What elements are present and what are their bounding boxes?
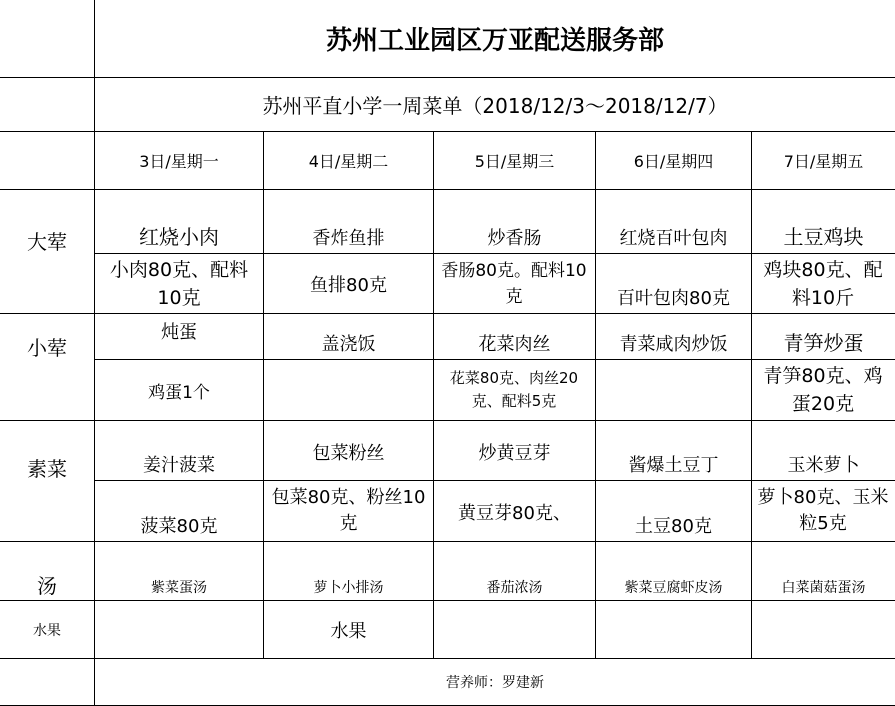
company-title: 苏州工业园区万亚配送服务部	[325, 26, 664, 56]
category-label-side-meat: 小荤	[27, 335, 67, 360]
main-dish-cell: 红烧小肉	[139, 225, 219, 249]
main-dish-cell: 土豆鸡块	[783, 225, 864, 249]
fruit-cell	[95, 601, 263, 658]
main-ingredients-cell: 百叶包肉80克	[617, 288, 730, 309]
fruit-cell	[752, 601, 895, 658]
soup-cell: 白菜菌菇蛋汤	[781, 580, 866, 596]
veg-dish-cell: 姜汁菠菜	[143, 455, 215, 476]
soup-cell: 紫菜蛋汤	[151, 580, 207, 596]
veg-ingredients-cell: 黄豆芽80克、	[458, 503, 571, 524]
main-dish-cell: 炒香肠	[487, 228, 542, 249]
main-ingredients-cell: 鱼排80克	[310, 274, 387, 296]
veg-dish-cell: 酱爆土豆丁	[628, 455, 719, 476]
fruit-cell	[596, 601, 751, 658]
nutritionist-note: 营养师：罗建新	[446, 675, 544, 691]
day-header: 6日/星期四	[633, 152, 714, 171]
fruit-cell: 水果	[330, 620, 367, 642]
category-label-soup: 汤	[37, 574, 57, 598]
veg-ingredients-cell: 菠菜80克	[140, 516, 218, 537]
main-dish-cell: 香炸鱼排	[312, 228, 385, 249]
veg-dish-cell: 玉米萝卜	[787, 455, 860, 476]
side-ingredients-cell: 鸡蛋1个	[148, 382, 210, 403]
menu-title: 苏州平直小学一周菜单（2018/12/3～2018/12/7）	[262, 94, 728, 118]
day-header: 5日/星期三	[474, 152, 555, 171]
veg-dish-cell: 炒黄豆芽	[478, 443, 551, 464]
side-ingredients-cell	[596, 360, 751, 420]
side-ingredients-cell: 青笋80克、鸡蛋20克	[763, 365, 883, 415]
main-ingredients-cell: 香肠80克。配料10克	[441, 260, 587, 307]
soup-cell: 萝卜小排汤	[313, 580, 384, 596]
fruit-cell	[434, 601, 595, 658]
side-ingredients-cell	[264, 360, 433, 420]
side-ingredients-cell: 花菜80克、肉丝20克、配料5克	[449, 369, 579, 410]
side-dish-cell: 花菜肉丝	[478, 334, 551, 355]
day-header: 3日/星期一	[139, 152, 219, 171]
soup-cell: 番茄浓汤	[486, 580, 543, 596]
soup-cell: 紫菜豆腐虾皮汤	[624, 580, 723, 596]
day-header: 4日/星期二	[308, 152, 389, 171]
category-label-main: 大荤	[27, 229, 67, 254]
category-label-veg: 素菜	[27, 456, 67, 481]
side-dish-cell: 青菜咸肉炒饭	[619, 334, 728, 355]
main-ingredients-cell: 鸡块80克、配料10斤	[763, 258, 883, 309]
veg-ingredients-cell: 萝卜80克、玉米粒5克	[757, 487, 889, 534]
main-dish-cell: 红烧百叶包肉	[619, 228, 728, 249]
side-dish-cell: 盖浇饭	[321, 334, 376, 355]
side-dish-cell: 青笋炒蛋	[783, 331, 864, 355]
side-dish-cell: 炖蛋	[161, 322, 197, 343]
veg-ingredients-cell: 土豆80克	[635, 516, 712, 537]
veg-dish-cell: 包菜粉丝	[312, 443, 385, 464]
day-header: 7日/星期五	[783, 152, 864, 171]
veg-ingredients-cell: 包菜80克、粉丝10克	[271, 487, 426, 534]
main-ingredients-cell: 小肉80克、配料10克	[109, 258, 249, 309]
category-label-fruit: 水果	[33, 622, 61, 639]
